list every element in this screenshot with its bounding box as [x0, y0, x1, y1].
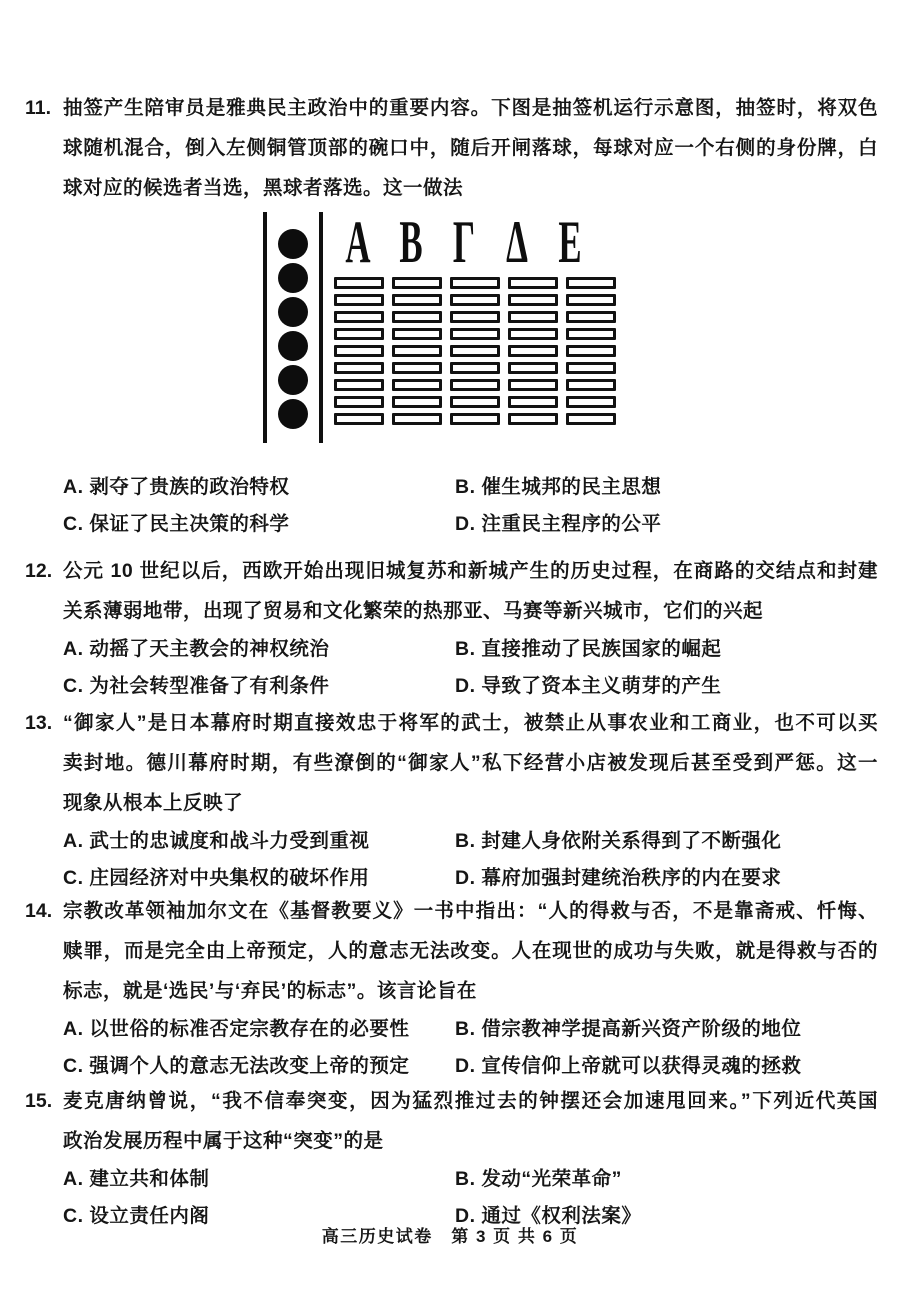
- stem-line: 标志，就是‘选民’与‘弃民’的标志”。该言论旨在: [63, 980, 477, 1002]
- greek-letter: Ε: [558, 209, 582, 275]
- identity-tablet: [566, 277, 616, 289]
- question-number: 14.: [25, 900, 53, 922]
- question-12: [25, 551, 878, 705]
- ball: [278, 399, 308, 429]
- option-group: [63, 631, 878, 705]
- option-a: A. 剥夺了贵族的政治特权: [63, 476, 290, 498]
- tube-right-wall: [319, 212, 323, 443]
- ball: [278, 263, 308, 293]
- page-footer: 高三历史试卷 第 3 页 共 6 页: [321, 1227, 579, 1246]
- identity-tablet: [450, 413, 500, 425]
- identity-tablet: [566, 362, 616, 374]
- question-15: [25, 1081, 878, 1235]
- stem-line: 麦克唐纳曾说，“我不信奉突变，因为猛烈推过去的钟摆还会加速甩回来。”下列近代英国: [63, 1090, 878, 1112]
- question-number: 15.: [25, 1090, 53, 1112]
- greek-letter: Γ: [452, 209, 476, 275]
- option-b: B. 直接推动了民族国家的崛起: [455, 638, 722, 660]
- identity-tablet: [508, 413, 558, 425]
- identity-tablet: [450, 277, 500, 289]
- identity-tablet: [450, 294, 500, 306]
- identity-tablet: [508, 328, 558, 340]
- identity-tablet: [450, 396, 500, 408]
- identity-tablet: [508, 294, 558, 306]
- ball: [278, 331, 308, 361]
- identity-tablet: [508, 379, 558, 391]
- lottery-machine-diagram: [263, 209, 619, 445]
- identity-tablet: [334, 277, 384, 289]
- option-b: B. 借宗教神学提高新兴资产阶级的地位: [455, 1018, 802, 1040]
- stem-line: 关系薄弱地带，出现了贸易和文化繁荣的热那亚、马赛等新兴城市，它们的兴起: [63, 600, 764, 622]
- identity-tablet: [392, 413, 442, 425]
- identity-tablet: [392, 294, 442, 306]
- identity-tablet: [566, 413, 616, 425]
- identity-tablet: [392, 311, 442, 323]
- option-b: B. 催生城邦的民主思想: [455, 476, 662, 498]
- option-b: B. 封建人身依附关系得到了不断强化: [455, 830, 782, 852]
- identity-tablet: [508, 362, 558, 374]
- option-a: A. 武士的忠诚度和战斗力受到重视: [63, 830, 370, 852]
- stem-line: 卖封地。德川幕府时期，有些潦倒的“御家人”私下经营小店被发现后甚至受到严惩。这一: [63, 752, 878, 774]
- stem-line: 现象从根本上反映了: [63, 792, 244, 814]
- identity-tablet: [392, 345, 442, 357]
- identity-tablet: [450, 345, 500, 357]
- stem-line: 政治发展历程中属于这种“突变”的是: [63, 1130, 384, 1152]
- greek-letter: Α: [345, 209, 371, 275]
- identity-tablet: [392, 328, 442, 340]
- ball: [278, 297, 308, 327]
- identity-tablet: [566, 311, 616, 323]
- option-c: C. 庄园经济对中央集权的破坏作用: [63, 867, 370, 889]
- option-group: [63, 1011, 878, 1085]
- identity-tablet: [450, 362, 500, 374]
- question-14: [25, 891, 878, 1085]
- identity-tablet: [566, 345, 616, 357]
- question-number: 13.: [25, 712, 53, 734]
- option-d: D. 导致了资本主义萌芽的产生: [455, 675, 722, 697]
- identity-tablet: [392, 277, 442, 289]
- identity-tablet: [334, 396, 384, 408]
- identity-tablet: [450, 328, 500, 340]
- identity-tablet: [566, 294, 616, 306]
- ball: [278, 229, 308, 259]
- stem-line: “御家人”是日本幕府时期直接效忠于将军的武士，被禁止从事农业和工商业，也不可以买: [63, 712, 878, 734]
- option-d: D. 宣传信仰上帝就可以获得灵魂的拯救: [455, 1055, 802, 1077]
- identity-tablet: [566, 396, 616, 408]
- stem-line: 公元 10 世纪以后，西欧开始出现旧城复苏和新城产生的历史过程，在商路的交结点和封建: [63, 560, 878, 582]
- stem-line: 宗教改革领袖加尔文在《基督教要义》一书中指出：“人的得救与否，不是靠斋戒、忏悔、: [63, 900, 878, 922]
- tube-left-wall: [263, 212, 267, 443]
- stem-line: 赎罪，而是完全由上帝预定，人的意志无法改变。人在现世的成功与失败，就是得救与否的: [63, 940, 878, 962]
- option-c: C. 保证了民主决策的科学: [63, 513, 290, 535]
- identity-tablet: [334, 345, 384, 357]
- tablet-grid: [334, 277, 616, 425]
- identity-tablet: [334, 328, 384, 340]
- identity-tablet: [508, 396, 558, 408]
- option-group: [63, 1161, 878, 1235]
- identity-tablet: [450, 379, 500, 391]
- question-number: 11.: [25, 97, 52, 119]
- option-a: A. 建立共和体制: [63, 1168, 210, 1190]
- identity-tablet: [334, 294, 384, 306]
- identity-tablet: [508, 311, 558, 323]
- letter-row: [334, 209, 594, 275]
- identity-tablet: [392, 379, 442, 391]
- option-d: D. 幕府加强封建统治秩序的内在要求: [455, 867, 782, 889]
- identity-tablet: [450, 311, 500, 323]
- option-a: A. 以世俗的标准否定宗教存在的必要性: [63, 1018, 410, 1040]
- ball-column: [278, 229, 308, 429]
- option-c: C. 设立责任内阁: [63, 1205, 210, 1227]
- question-13: [25, 703, 878, 897]
- identity-tablet: [392, 396, 442, 408]
- question-11: [25, 88, 878, 543]
- stem-line: 抽签产生陪审员是雅典民主政治中的重要内容。下图是抽签机运行示意图，抽签时，将双色: [63, 97, 878, 119]
- question-number: 12.: [25, 560, 53, 582]
- option-d: D. 通过《权利法案》: [455, 1205, 642, 1227]
- identity-tablet: [566, 328, 616, 340]
- option-c: C. 强调个人的意志无法改变上帝的预定: [63, 1055, 410, 1077]
- option-b: B. 发动“光荣革命”: [455, 1168, 622, 1190]
- identity-tablet: [334, 362, 384, 374]
- identity-tablet: [508, 277, 558, 289]
- identity-tablet: [334, 311, 384, 323]
- option-d: D. 注重民主程序的公平: [455, 513, 662, 535]
- identity-tablet: [392, 362, 442, 374]
- identity-tablet: [508, 345, 558, 357]
- option-c: C. 为社会转型准备了有利条件: [63, 675, 330, 697]
- identity-tablet: [566, 379, 616, 391]
- identity-tablet: [334, 413, 384, 425]
- option-group: [63, 469, 878, 543]
- option-a: A. 动摇了天主教会的神权统治: [63, 638, 330, 660]
- ball: [278, 365, 308, 395]
- stem-line: 球随机混合，倒入左侧铜管顶部的碗口中，随后开闸落球，每球对应一个右侧的身份牌，白: [63, 137, 878, 159]
- greek-letter: Δ: [506, 209, 528, 275]
- stem-line: 球对应的候选者当选，黑球者落选。这一做法: [63, 177, 464, 199]
- identity-tablet: [334, 379, 384, 391]
- option-group: [63, 823, 878, 897]
- greek-letter: Β: [399, 209, 423, 275]
